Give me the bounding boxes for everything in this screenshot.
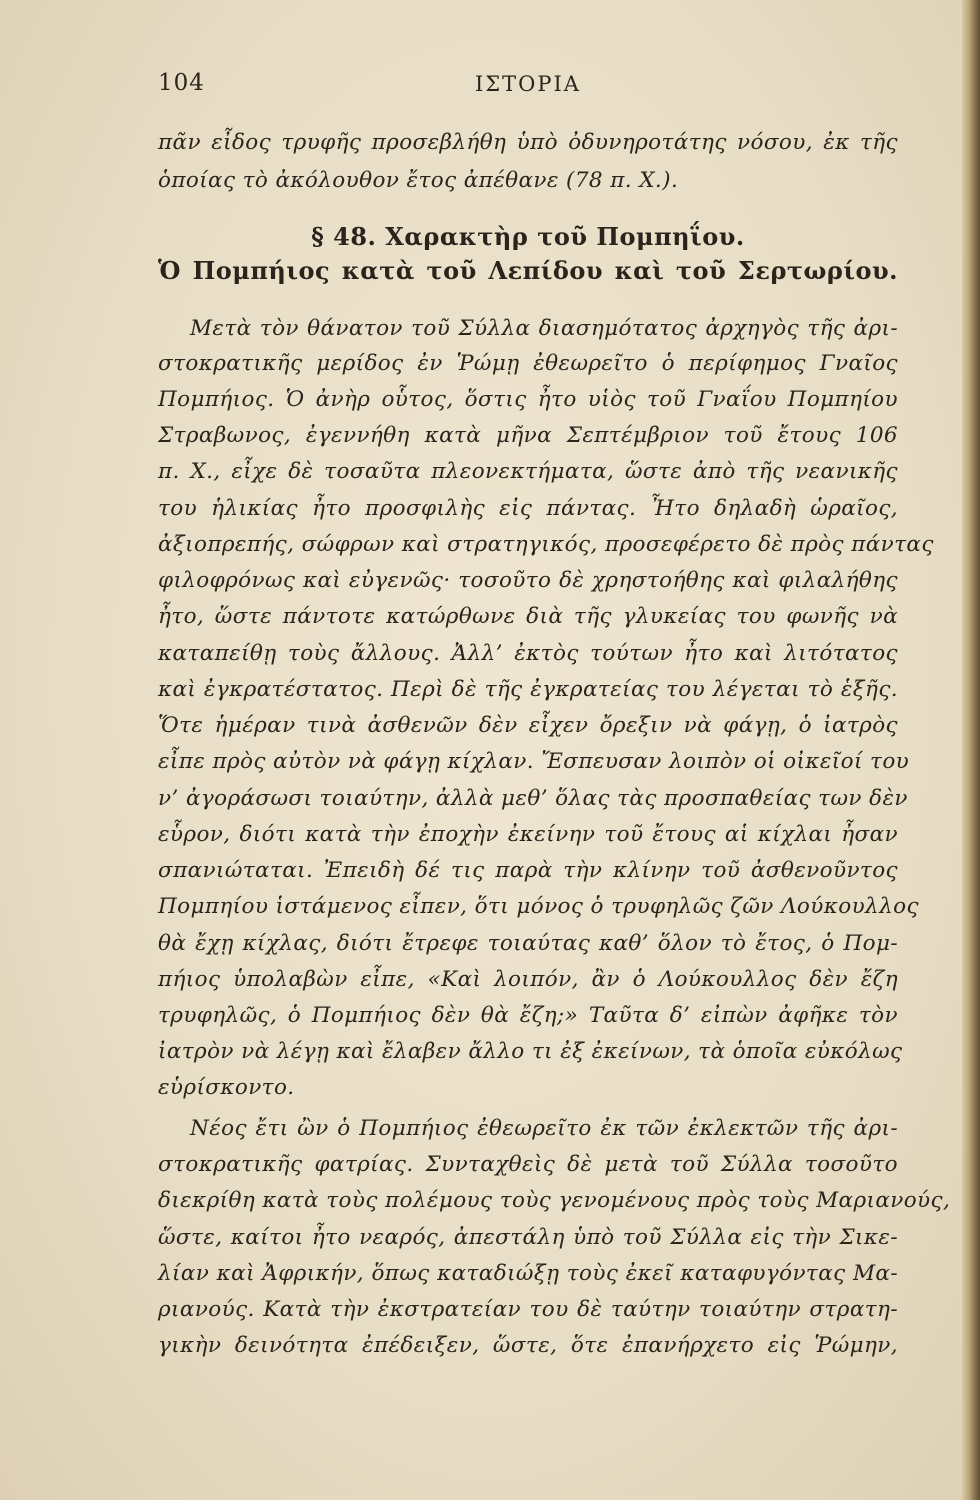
text-line: εὗρον, διότι κατὰ τὴν ἐποχὴν ἐκείνην τοῦ ἔτους αἱ κίχλαι ἦσαν [158,822,898,847]
text-line: ὁποίας τὸ ἀκόλουθον ἔτος ἀπέθανε (78 π. Χ.). [158,168,679,193]
text-line: Στραβωνος, ἐγεννήθη κατὰ μῆνα Σεπτέμβριον τοῦ ἔτους 106 [158,423,898,448]
text-line: πήιος ὑπολαβὼν εἶπε, «Καὶ λοιπόν, ἂν ὁ Λούκουλλος δὲν ἔζη [158,967,898,992]
text-line: ὥστε, καίτοι ἦτο νεαρός, ἀπεστάλη ὑπὸ τοῦ Σύλλα εἰς τὴν Σικε- [158,1225,898,1250]
text-line: γικὴν δεινότητα ἐπέδειξεν, ὥστε, ὅτε ἐπανήρχετο εἰς Ῥώμην, [158,1333,898,1358]
section-subheading: Ὁ Πομπήιος κατὰ τοῦ Λεπίδου καὶ τοῦ Σερτωρίου. [158,256,898,285]
text-line: σπανιώταται. Ἐπειδὴ δέ τις παρὰ τὴν κλίνην τοῦ ἀσθενοῦντος [158,858,898,883]
text-line: π. Χ., εἶχε δὲ τοσαῦτα πλεονεκτήματα, ὥστε ἀπὸ τῆς νεανικῆς [158,459,898,484]
text-line: Ὅτε ἡμέραν τινὰ ἀσθενῶν δὲν εἶχεν ὄρεξιν νὰ φάγῃ, ὁ ἰατρὸς [158,713,898,738]
text-line: διεκρίθη κατὰ τοὺς πολέμους τοὺς γενομένους πρὸς τοὺς Μαριανούς, [158,1188,951,1213]
text-line: καὶ ἐγκρατέστατος. Περὶ δὲ τῆς ἐγκρατείας του λέγεται τὸ ἑξῆς. [158,677,898,702]
running-head [158,70,898,104]
text-line: εἶπε πρὸς αὐτὸν νὰ φάγῃ κίχλαν. Ἔσπευσαν λοιπὸν οἱ οἰκεῖοί του [158,749,910,774]
text-line: ἀξιοπρεπής, σώφρων καὶ στρατηγικός, προσεφέρετο δὲ πρὸς πάντας [158,532,934,557]
text-line: στοκρατικῆς μερίδος ἐν Ῥώμῃ ἐθεωρεῖτο ὁ περίφημος Γναῖος [158,351,898,376]
text-line: ἰατρὸν νὰ λέγῃ καὶ ἔλαβεν ἄλλο τι ἐξ ἐκείνων, τὰ ὁποῖα εὐκόλως [158,1039,903,1064]
text-line: εὑρίσκοντο. [158,1075,295,1100]
text-line: καταπείθῃ τοὺς ἄλλους. Ἀλλ’ ἐκτὸς τούτων ἦτο καὶ λιτότατος [158,641,898,666]
text-line: του ἡλικίας ἦτο προσφιλὴς εἰς πάντας. Ἦτο δηλαδὴ ὡραῖος, [158,496,898,521]
text-line: θὰ ἔχῃ κίχλας, διότι ἔτρεφε τοιαύτας καθ’ ὅλον τὸ ἔτος, ὁ Πομ- [158,931,898,956]
text-line: ριανούς. Κατὰ τὴν ἐκστρατείαν του δὲ ταύτην τοιαύτην στρατη- [158,1297,898,1322]
text-line: στοκρατικῆς φατρίας. Συνταχθεὶς δὲ μετὰ τοῦ Σύλλα τοσοῦτο [158,1152,898,1177]
text-line: φιλοφρόνως καὶ εὐγενῶς· τοσοῦτο δὲ χρηστοήθης καὶ φιλαλήθης [158,568,898,593]
text-line: πᾶν εἶδος τρυφῆς προσεβλήθη ὑπὸ ὀδυνηροτάτης νόσου, ἐκ τῆς [158,130,898,155]
text-line: Πομπήιος. Ὁ ἀνὴρ οὗτος, ὅστις ἦτο υἱὸς τοῦ Γναΐου Πομπηίου [158,387,898,412]
text-line: ἦτο, ὥστε πάντοτε κατώρθωνε διὰ τῆς γλυκείας του φωνῆς νὰ [158,604,898,629]
text-line: Μετὰ τὸν θάνατον τοῦ Σύλλα διασημότατος ἀρχηγὸς τῆς ἀρι- [190,316,898,341]
text-line: τρυφηλῶς, ὁ Πομπήιος δὲν θὰ ἔζη;» Ταῦτα δ’ εἰπὼν ἀφῆκε τὸν [158,1003,898,1028]
text-line: Νέος ἔτι ὢν ὁ Πομπήιος ἐθεωρεῖτο ἐκ τῶν ἐκλεκτῶν τῆς ἀρι- [190,1116,898,1141]
text-line: Πομπηίου ἱστάμενος εἶπεν, ὅτι μόνος ὁ τρυφηλῶς ζῶν Λούκουλλος [158,894,919,919]
text-line: ν’ ἀγοράσωσι τοιαύτην, ἀλλὰ μεθ’ ὅλας τὰς προσπαθείας των δὲν [158,786,908,811]
page-edge-shadow [962,0,980,1500]
text-line: λίαν καὶ Ἀφρικήν, ὅπως καταδιώξῃ τοὺς ἐκεῖ καταφυγόντας Μα- [158,1261,898,1286]
page-number: 104 [158,70,205,96]
running-title: ΙΣΤΟΡΙΑ [475,72,581,96]
section-heading: § 48. Χαρακτὴρ τοῦ Πομπηΐου. [311,222,745,251]
